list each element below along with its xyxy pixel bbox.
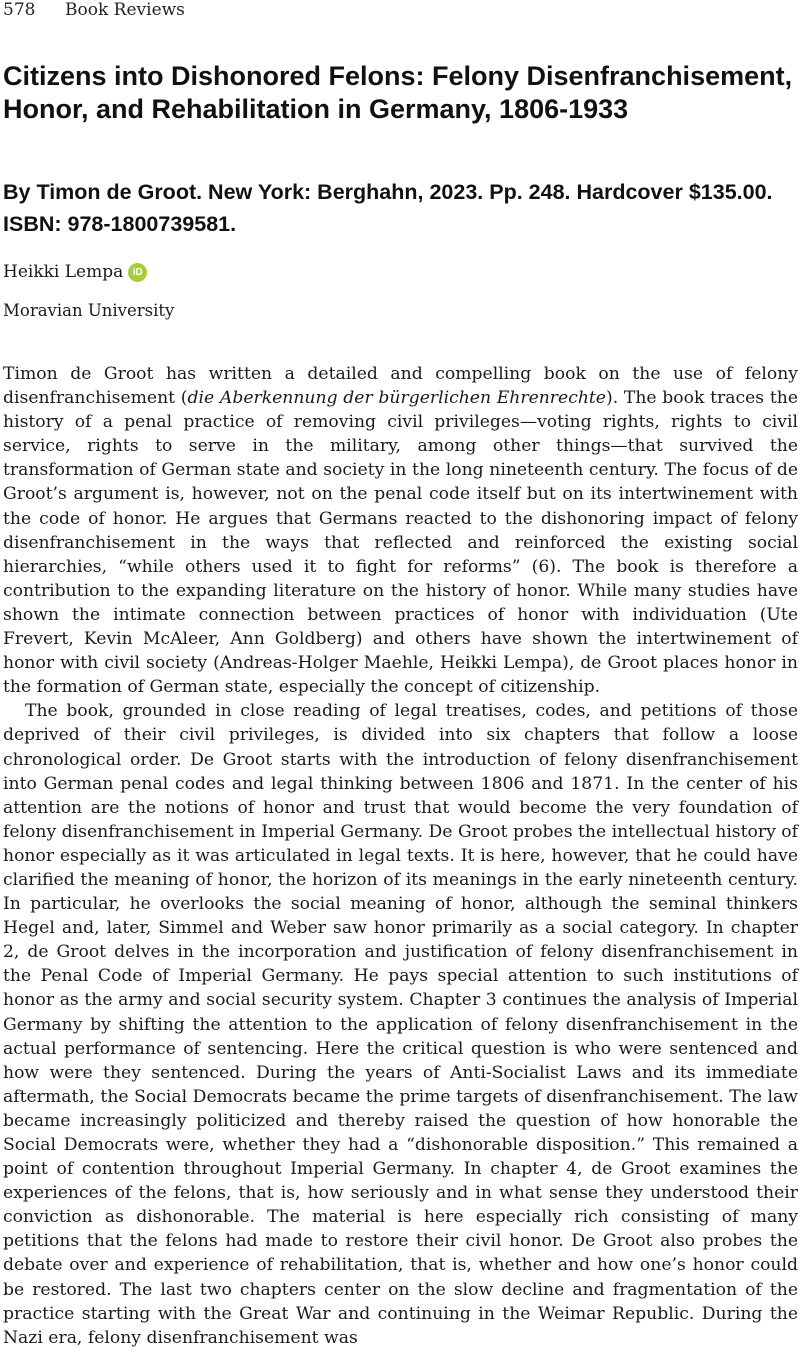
german-term: die Aberkennung der bürgerlichen Ehrenrechte (187, 388, 606, 409)
author-line (3, 260, 147, 284)
paragraph-2: The book, grounded in close reading of legal treatises, codes, and petitions of those deprived of their civil privileges, is divided into six chapters that follow a loose chronological order. De Groot starts with the introduction of felony disenfranchisement into German penal codes and legal thinking between 1806 and 1871. In the center of his attention are the notions of honor and trust that would become the very foundation of felony disenfranchisement in Imperial Germany. De Groot probes the intellectual history of honor especially as it was articulated in legal texts. It is here, however, that he could have clarified the meaning of honor, the horizon of its meanings in the early nineteenth century. In particular, he overlooks the social meaning of honor, although the seminal thinkers Hegel and, later, Simmel and Weber saw honor primarily as a social category. In chapter 2, de Groot delves in the incorporation and justification of felony disenfranchisement in the Penal Code of Imperial Germany. He pays special attention to such institutions of honor as the army and social security system. Chapter 3 continues the analysis of Imperial Germany by shifting the attention to the application of felony disenfranchisement in the actual performance of sentencing. Here the critical question is who were sentenced and how were they sentenced. During the years of Anti-Socialist Laws and its immediate aftermath, the Social Democrats became the prime targets of disenfranchisement. The law became increasingly politicized and thereby raised the question of how honorable the Social Democrats were, whether they had a “dishonorable disposition.” This remained a point of contention throughout Imperial Germany. In chapter 4, de Groot examines the experiences of the felons, that is, how seriously and in what sense they understood their conviction as dishonorable. The material is here especially rich consisting of many petitions that the felons had made to restore their civil honor. De Groot also probes the debate over and experience of rehabilitation, that is, whether and how one’s honor could be restored. The last two chapters center on the slow decline and fragmentation of the practice starting with the Great War and continuing in the Weimar Republic. During the Nazi era, felony disenfranchisement was (3, 701, 798, 1348)
author-name[interactable]: Heikki Lempa (3, 262, 124, 282)
page-number: 578 (3, 0, 36, 20)
review-body (3, 362, 798, 1350)
paragraph-1 (3, 362, 798, 699)
author-affiliation: Moravian University (3, 301, 175, 320)
article-title: Citizens into Dishonored Felons: Felony Disenfranchisement, Honor, and Rehabilitation in Germany, 1806-1933 (3, 61, 793, 124)
running-head (3, 0, 185, 20)
paragraph-1-rest: ). The book traces the history of a penal practice of removing civil privileges—voting rights, rights to civil service, rights to serve in the military, among other things—that survived the transformation of German state and society in the long nineteenth century. The focus of de Groot’s argument is, however, not on the penal code itself but on its intertwinement with the code of honor. He argues that Germans reacted to the dishonoring impact of felony disenfranchisement in the ways that reflected and reinforced the existing social hierarchies, “while others used it to fight for reforms” (6). The book is therefore a contribution to the expanding literature on the history of honor. While many studies have shown the intimate connection between practices of honor with individuation (Ute Frevert, Kevin McAleer, Ann Goldberg) and others have shown the intertwinement of honor with civil society (Andreas-Holger Maehle, Heikki Lempa), de Groot places honor in the formation of German state, especially the concept of citizenship. (3, 388, 798, 698)
section-name: Book Reviews (65, 0, 185, 20)
paragraph-1-start: Timon de Groot has written a detailed and compelling book on the use of felony disenfranchisement ( (3, 364, 798, 409)
book-byline: By Timon de Groot. New York: Berghahn, 2023. Pp. 248. Hardcover $135.00. ISBN: 978-1800739581. (3, 180, 773, 236)
orcid-icon[interactable]: iD (128, 263, 147, 282)
